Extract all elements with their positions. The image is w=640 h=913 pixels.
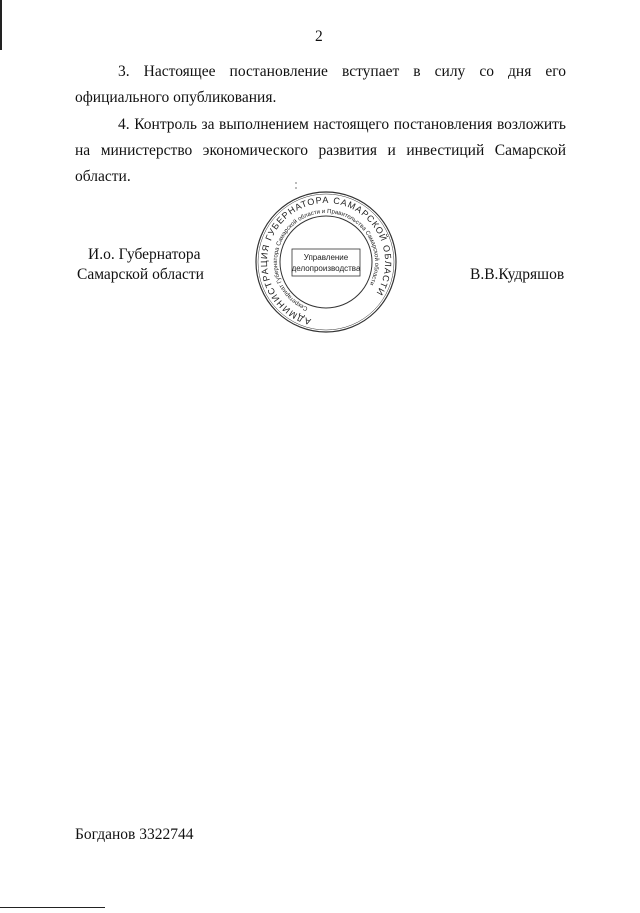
paragraph-4-line-3: области. [75, 168, 131, 185]
signatory-position-line2: Самарской области [77, 266, 204, 283]
page-number: 2 [315, 28, 323, 45]
executor-contact: Богданов 3322744 [75, 826, 194, 843]
stamp-outer-ring-text: АДМИНИСТРАЦИЯ ГУБЕРНАТОРА САМАРСКОЙ ОБЛАСТИ [258, 194, 394, 327]
official-stamp [252, 182, 400, 334]
scan-edge-bottom [0, 907, 105, 908]
scan-edge-left [0, 0, 2, 50]
stamp-center-line1: Управление [303, 253, 349, 262]
paragraph-4-line-2: на министерство экономического развития и инвестиций Самарской [75, 142, 566, 159]
signatory-position-line1: И.о. Губернатора [88, 246, 201, 263]
stamp-inner-ring-text: Секретариат Губернатора Самарской области и Правительства Самарской области [273, 208, 380, 312]
paragraph-4-line-1: 4. Контроль за выполнением настоящего постановления возложить [118, 116, 566, 133]
paragraph-3-line-1: 3. Настоящее постановление вступает в силу со дня его [118, 63, 566, 80]
stamp-center-line2: делопроизводства [291, 264, 361, 273]
signatory-name: В.В.Кудряшов [470, 266, 565, 283]
paragraph-3-line-2: официального опубликования. [75, 89, 277, 106]
stamp-inner-border [280, 216, 372, 308]
